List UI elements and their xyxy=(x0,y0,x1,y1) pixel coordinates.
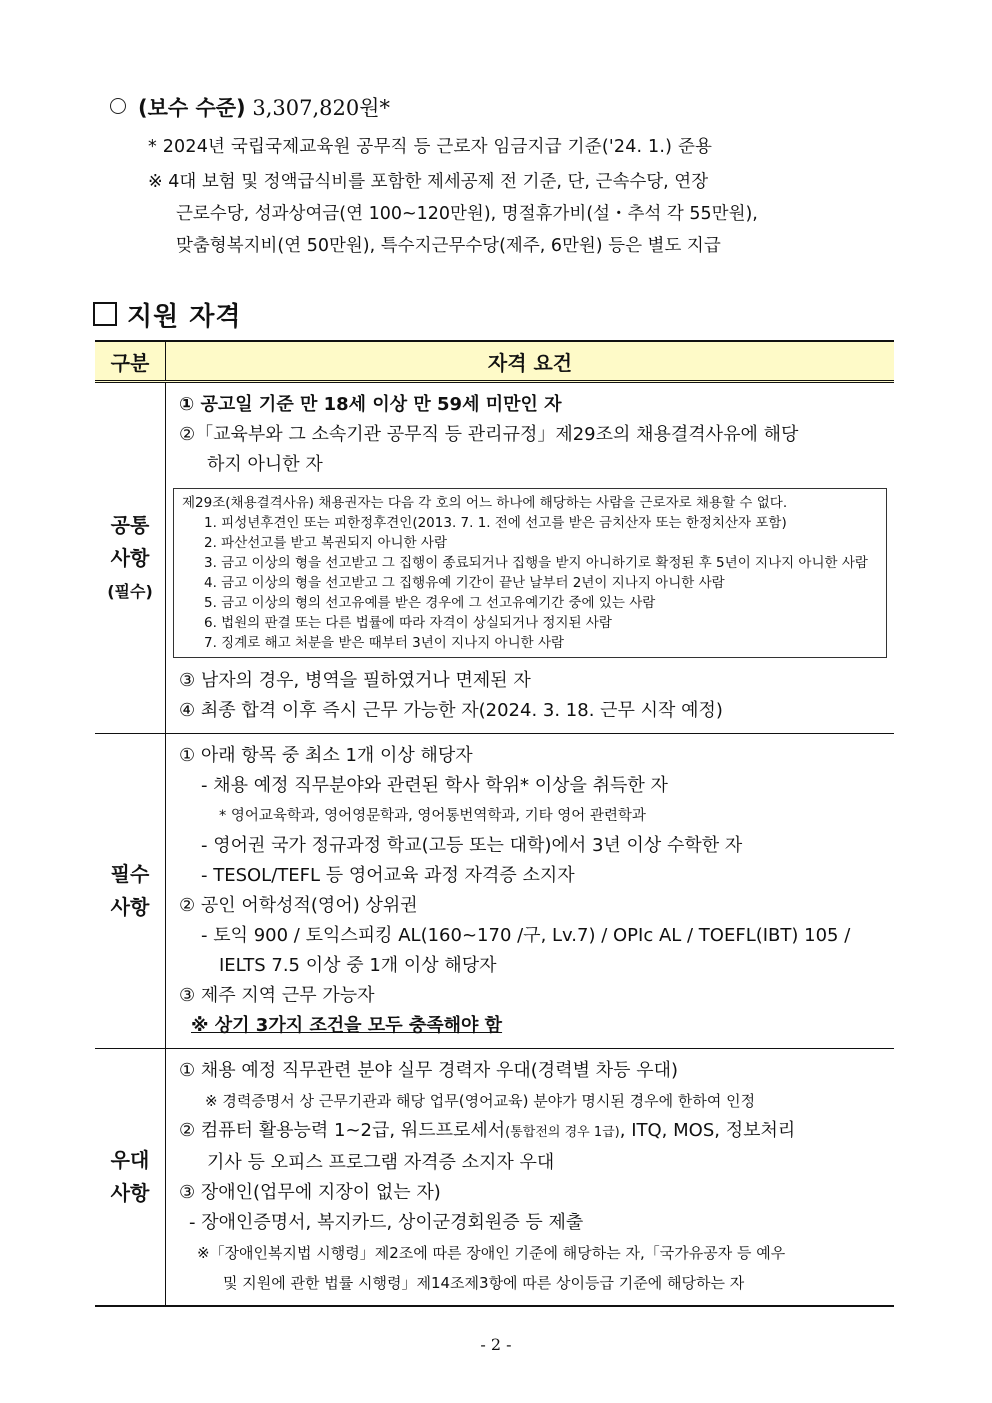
common-item-2-cont: 하지 아니한 자 xyxy=(207,454,323,475)
pay-note-line-3: 맞춤형복지비(연 50만원), 특수지근무수당(제주, 6만원) 등은 별도 지급 xyxy=(176,236,721,256)
category-required: 필수 사항 xyxy=(95,734,166,1049)
required-item-1-degree-note: * 영어교육학과, 영어영문학과, 영어통번역학과, 기타 영어 관련학과 xyxy=(219,808,646,824)
table-row-preferred xyxy=(95,1049,894,1307)
pay-note-details xyxy=(148,166,900,262)
preferred-requirements xyxy=(166,1049,895,1307)
law-item-4: 4. 금고 이상의 형을 선고받고 그 집행유예 기간이 끝난 날부터 2년이 지나지 아니한 사람 xyxy=(204,575,725,591)
section-title: 지원 자격 xyxy=(127,302,242,332)
required-item-1-cert: - TESOL/TEFL 등 영어교육 과정 자격증 소지자 xyxy=(201,865,575,886)
preferred-item-2: ② 컴퓨터 활용능력 1~2급, 워드프로세서(통합전의 경우 1급), ITQ, MOS, 정보처리 xyxy=(179,1120,796,1141)
law-item-3: 3. 금고 이상의 형을 선고받고 그 집행이 종료되거나 집행을 받지 아니하기로 확정된 후 5년이 지나지 아니한 사람 xyxy=(204,555,868,571)
law-item-6: 6. 법원의 판결 또는 다른 법률에 따라 자격이 상실되거나 정지된 사람 xyxy=(204,615,612,631)
law-article-box xyxy=(173,488,887,658)
header-requirements: 자격 요건 xyxy=(166,341,895,382)
table-row-common xyxy=(95,382,894,734)
preferred-item-3: ③ 장애인(업무에 지장이 없는 자) xyxy=(179,1182,441,1203)
qualification-table xyxy=(95,340,894,1307)
table-header-row xyxy=(95,341,894,382)
header-category: 구분 xyxy=(95,341,166,382)
pay-note-line-2: 근로수당, 성과상여금(연 100~120만원), 명절휴가비(설・추석 각 55만원), xyxy=(176,204,758,224)
category-preferred: 우대 사항 xyxy=(95,1049,166,1307)
law-item-1: 1. 피성년후견인 또는 피한정후견인(2013. 7. 1. 전에 선고를 받은 금치산자 또는 한정치산자 포함) xyxy=(204,515,787,531)
common-item-1: ① 공고일 기준 만 18세 이상 만 59세 미만인 자 xyxy=(179,394,562,415)
table-row-required xyxy=(95,734,894,1049)
required-item-2-scores-cont: IELTS 7.5 이상 중 1개 이상 해당자 xyxy=(219,955,497,976)
law-item-7: 7. 징계로 해고 처분을 받은 때부터 3년이 지나지 아니한 사람 xyxy=(204,635,565,651)
pay-label: (보수 수준) xyxy=(138,96,246,120)
bullet-circle-icon xyxy=(110,98,126,114)
required-item-1-degree: - 채용 예정 직무분야와 관련된 학사 학위* 이상을 취득한 자 xyxy=(201,775,668,796)
required-requirements xyxy=(166,734,895,1049)
preferred-item-3-docs: - 장애인증명서, 복지카드, 상이군경회원증 등 제출 xyxy=(189,1212,584,1233)
preferred-item-1: ① 채용 예정 직무관련 분야 실무 경력자 우대(경력별 차등 우대) xyxy=(179,1060,678,1081)
category-common: 공통 사항 (필수) xyxy=(95,382,166,734)
pay-amount: 3,307,820원* xyxy=(252,96,391,120)
required-item-1: ① 아래 항목 중 최소 1개 이상 해당자 xyxy=(179,745,473,766)
law-item-2: 2. 파산선고를 받고 복권되지 아니한 사람 xyxy=(204,535,447,551)
pay-note-line-1: ※ 4대 보험 및 정액급식비를 포함한 제세공제 전 기준, 단, 근속수당, 연장 xyxy=(148,172,709,192)
preferred-item-3-note: ※「장애인복지법 시행령」제2조에 따른 장애인 기준에 해당하는 자,「국가유공자 등 예우 xyxy=(197,1244,786,1262)
checkbox-square-icon xyxy=(93,302,117,326)
common-requirements xyxy=(166,382,895,734)
pay-note-standard: * 2024년 국립국제교육원 공무직 등 근로자 임금지급 기준('24. 1.) 준용 xyxy=(148,137,713,157)
required-item-2: ② 공인 어학성적(영어) 상위권 xyxy=(179,895,418,916)
section-heading xyxy=(93,296,242,333)
preferred-item-3-note-cont: 및 지원에 관한 법률 시행령」제14조제3항에 따른 상이등급 기준에 해당하는 자 xyxy=(223,1274,745,1292)
law-title: 제29조(채용결격사유) 채용권자는 다음 각 호의 어느 하나에 해당하는 사람을 근로자로 채용할 수 없다. xyxy=(182,495,788,511)
preferred-item-1-note: ※ 경력증명서 상 근무기관과 해당 업무(영어교육) 분야가 명시된 경우에 한하여 인정 xyxy=(205,1092,756,1110)
law-item-5: 5. 금고 이상의 형의 선고유예를 받은 경우에 그 선고유예기간 중에 있는 사람 xyxy=(204,595,656,611)
preferred-item-2-cont: 기사 등 오피스 프로그램 자격증 소지자 우대 xyxy=(207,1152,555,1173)
pay-level-line xyxy=(110,92,390,122)
common-item-3: ③ 남자의 경우, 병역을 필하였거나 면제된 자 xyxy=(179,670,531,691)
common-item-2: ②「교육부와 그 소속기관 공무직 등 관리규정」제29조의 채용결격사유에 해당 xyxy=(179,424,799,445)
required-notice: ※ 상기 3가지 조건을 모두 충족해야 함 xyxy=(191,1015,503,1036)
page-number: - 2 - xyxy=(480,1335,512,1354)
required-item-3: ③ 제주 지역 근무 가능자 xyxy=(179,985,375,1006)
required-item-1-study: - 영어권 국가 정규과정 학교(고등 또는 대학)에서 3년 이상 수학한 자 xyxy=(201,835,743,856)
required-item-2-scores: - 토익 900 / 토익스피킹 AL(160~170 /구, Lv.7) / OPIc AL / TOEFL(IBT) 105 / xyxy=(201,925,851,946)
common-item-4: ④ 최종 합격 이후 즉시 근무 가능한 자(2024. 3. 18. 근무 시작 예정) xyxy=(179,700,723,721)
